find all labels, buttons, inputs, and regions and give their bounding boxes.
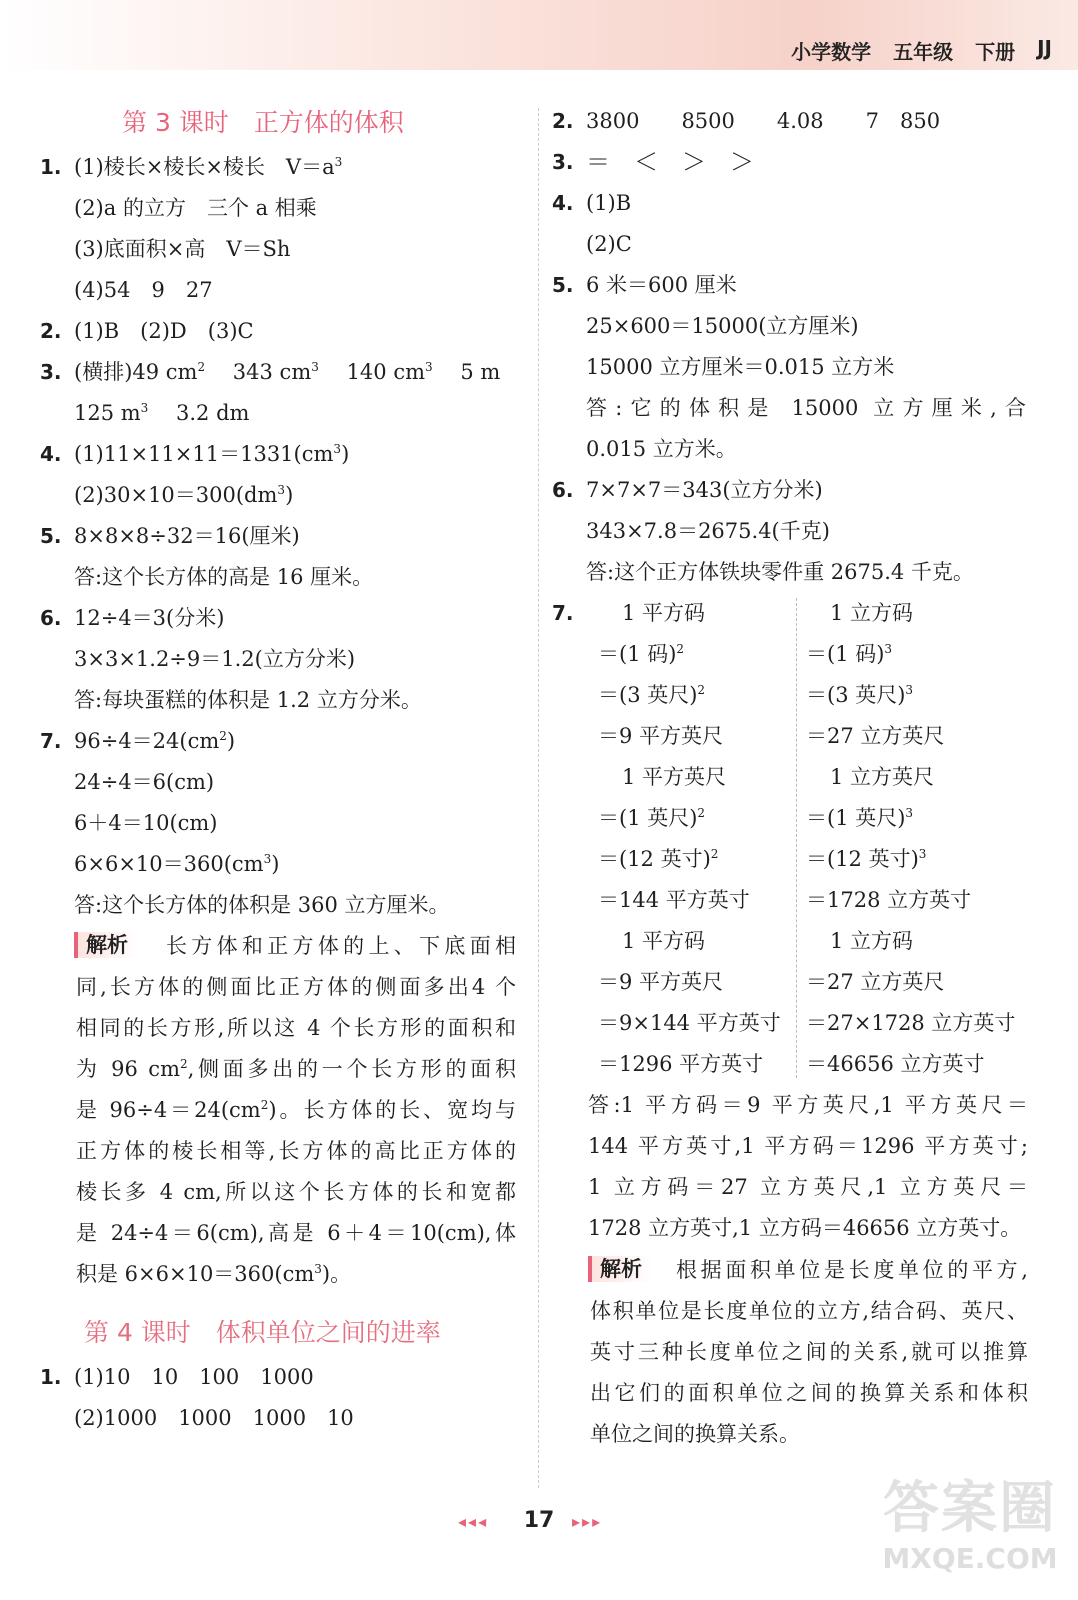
- conv-b-6: ＝(1 英尺)$^3$: [806, 806, 914, 830]
- conv-b-2: ＝(1 码)$^3$: [806, 642, 893, 666]
- q5-line1: 8×8×8÷32＝16(厘米): [74, 524, 300, 548]
- r-q2-number: 2.: [552, 109, 574, 133]
- conversion-column-divider: [796, 598, 797, 1078]
- q2-number: 2.: [40, 319, 62, 343]
- q1-line3: (3)底面积×高 V＝Sh: [74, 237, 291, 261]
- lesson3-title: 第 3 课时 正方体的体积: [122, 108, 404, 137]
- r-q5-line3: 15000 立方厘米＝0.015 立方米: [586, 355, 895, 379]
- page-arrows-left: ◂◂◂: [458, 1512, 489, 1531]
- analysis-left-line8: 是 24÷4＝6(cm),高是 6＋4＝10(cm),体: [76, 1221, 516, 1245]
- r-q5-line4: 答:它的体积是 15000 立方厘米,合: [586, 396, 1026, 420]
- q7-line3: 6＋4＝10(cm): [74, 811, 218, 835]
- page-arrows-right: ▸▸▸: [572, 1512, 603, 1531]
- analysis-right-line5: 单位之间的换算关系。: [590, 1422, 800, 1446]
- r-q3-number: 3.: [552, 150, 574, 174]
- r-q7-answer2: 144 平方英寸,1 平方码＝1296 平方英寸;: [588, 1134, 1028, 1158]
- page-number: 17: [523, 1508, 555, 1533]
- conv-b-8: ＝1728 立方英寸: [806, 888, 972, 912]
- q7-line2: 24÷4＝6(cm): [74, 770, 215, 794]
- r-q5-line5: 0.015 立方米。: [586, 437, 737, 461]
- q5-number: 5.: [40, 524, 62, 548]
- r-q6-line2: 343×7.8＝2675.4(千克): [586, 519, 830, 543]
- analysis-left-line1: 长方体和正方体的上、下底面相: [166, 934, 516, 958]
- conv-b-5: 1 立方英尺: [830, 765, 935, 789]
- r-q4-number: 4.: [552, 191, 574, 215]
- conv-a-10: ＝9 平方英尺: [598, 970, 724, 994]
- r-q7-number: 7.: [552, 601, 574, 625]
- r-q5-number: 5.: [552, 273, 574, 297]
- r-q3-line1: ＝ ＜ ＞ ＞: [586, 148, 754, 176]
- conv-a-2: ＝(1 码)$^2$: [598, 642, 685, 666]
- conv-a-1: 1 平方码: [622, 601, 706, 625]
- q4-line2: $(2)30\times 10=300(dm^3)$: [74, 483, 294, 507]
- analysis-left-line3: 相同的长方形,所以这 4 个长方形的面积和: [76, 1016, 516, 1040]
- conv-b-11: ＝27×1728 立方英寸: [806, 1011, 1016, 1035]
- conv-b-10: ＝27 立方英尺: [806, 970, 945, 994]
- q2-line1: (1)B (2)D (3)C: [74, 319, 254, 343]
- analysis-left-line6: 正方体的棱长相等,长方体的高比正方体的: [76, 1139, 516, 1163]
- r-q4-line2: (2)C: [586, 232, 632, 256]
- l4q1-line2: (2)1000 1000 1000 10: [74, 1406, 354, 1430]
- analysis-label-left: 解析: [74, 932, 138, 958]
- q6-line3: 答:每块蛋糕的体积是 1.2 立方分米。: [74, 688, 422, 712]
- r-q7-answer4: 1728 立方英寸,1 立方码＝46656 立方英寸。: [588, 1216, 1022, 1240]
- q7-line5: 答:这个长方体的体积是 360 立方厘米。: [74, 893, 450, 917]
- q1-line2: (2)a 的立方 三个 a 相乘: [74, 196, 317, 220]
- l4q1-number: 1.: [40, 1365, 62, 1389]
- r-q2-line1: 3800 8500 4.08 7 850: [586, 109, 941, 133]
- conv-a-3: ＝(3 英尺)$^2$: [598, 683, 706, 707]
- r-q6-number: 6.: [552, 478, 574, 502]
- q1-line4: (4)54 9 27: [74, 278, 213, 302]
- q5-line2: 答:这个长方体的高是 16 厘米。: [74, 565, 374, 589]
- conv-a-7: ＝(12 英寸)$^2$: [598, 847, 719, 871]
- conv-a-6: ＝(1 英尺)$^2$: [598, 806, 706, 830]
- conv-b-4: ＝27 立方英尺: [806, 724, 945, 748]
- header-grade: 五年级: [893, 40, 954, 64]
- q7-line4: $6\times 6\times 10=360(cm^3)$: [74, 852, 280, 876]
- r-q5-line1: 6 米＝600 厘米: [586, 273, 737, 297]
- analysis-left-line7: 棱长多 4 cm,所以这个长方体的长和宽都: [76, 1180, 516, 1204]
- analysis-left-line9: 积是 $6\times 6\times 10=360(cm^3)$。: [76, 1262, 352, 1286]
- conv-a-12: ＝1296 平方英寸: [598, 1052, 764, 1076]
- conv-a-4: ＝9 平方英尺: [598, 724, 724, 748]
- q1-number: 1.: [40, 155, 62, 179]
- q6-line1: 12÷4＝3(分米): [74, 606, 225, 630]
- conv-b-9: 1 立方码: [830, 929, 914, 953]
- q6-number: 6.: [40, 606, 62, 630]
- conv-b-1: 1 立方码: [830, 601, 914, 625]
- q3-line2: 125 $m^3$ 3.2 dm: [74, 401, 250, 425]
- analysis-right-line2: 体积单位是长度单位的立方,结合码、英尺、: [590, 1299, 1028, 1323]
- analysis-right-line4: 出它们的面积单位之间的换算关系和体积: [590, 1381, 1028, 1405]
- lesson4-title: 第 4 课时 体积单位之间的进率: [84, 1318, 441, 1347]
- r-q7-answer1: 答:1 平方码＝9 平方英尺,1 平方英尺＝: [588, 1093, 1028, 1117]
- analysis-label-right: 解析: [588, 1256, 652, 1282]
- l4q1-line1: (1)10 10 100 1000: [74, 1365, 314, 1389]
- analysis-left-line2: 同,长方体的侧面比正方体的侧面多出4 个: [76, 975, 516, 999]
- column-divider: [538, 108, 539, 1488]
- conv-a-5: 1 平方英尺: [622, 765, 727, 789]
- r-q5-line2: 25×600＝15000(立方厘米): [586, 314, 859, 338]
- conv-b-3: ＝(3 英尺)$^3$: [806, 683, 914, 707]
- header-edition: JJ: [1037, 36, 1052, 60]
- conv-a-8: ＝144 平方英寸: [598, 888, 750, 912]
- q4-line1: $(1)11\times 11\times 11=1331(cm^3)$: [74, 442, 350, 466]
- header-volume: 下册: [975, 40, 1016, 64]
- conv-b-12: ＝46656 立方英寸: [806, 1052, 985, 1076]
- conv-a-11: ＝9×144 平方英寸: [598, 1011, 781, 1035]
- q6-line2: 3×3×1.2÷9＝1.2(立方分米): [74, 647, 356, 671]
- q4-number: 4.: [40, 442, 62, 466]
- conv-a-9: 1 平方码: [622, 929, 706, 953]
- analysis-left-line4: 为 96 $cm^2$,侧面多出的一个长方形的面积: [76, 1057, 516, 1081]
- r-q6-line3: 答:这个正方体铁块零件重 2675.4 千克。: [586, 560, 974, 584]
- header-subject: 小学数学: [791, 40, 872, 64]
- r-q4-line1: (1)B: [586, 191, 632, 215]
- page-header: [791, 36, 1052, 65]
- analysis-right-line3: 英寸三种长度单位之间的关系,就可以推算: [590, 1340, 1028, 1364]
- analysis-right-line1: 根据面积单位是长度单位的平方,: [676, 1258, 1028, 1282]
- q1-line1: (1)棱长×棱长×棱长 $V=a^3$: [74, 155, 343, 179]
- r-q6-line1: 7×7×7＝343(立方分米): [586, 478, 823, 502]
- q7-line1: $96\div 4=24(cm^2)$: [74, 729, 236, 753]
- conv-b-7: ＝(12 英寸)$^3$: [806, 847, 927, 871]
- q7-number: 7.: [40, 729, 62, 753]
- q3-number: 3.: [40, 360, 62, 384]
- q3-line1: (横排)49 $cm^2$ 343 $cm^3$ 140 $cm^3$ 5 m: [74, 360, 501, 384]
- watermark-logo: 答案圈 MXQE.COM: [882, 1476, 1058, 1575]
- r-q7-answer3: 1 立方码＝27 立方英尺,1 立方英尺＝: [588, 1175, 1028, 1199]
- analysis-left-line5: 是 $96\div 4=24(cm^2)$。长方体的长、宽均与: [76, 1098, 516, 1122]
